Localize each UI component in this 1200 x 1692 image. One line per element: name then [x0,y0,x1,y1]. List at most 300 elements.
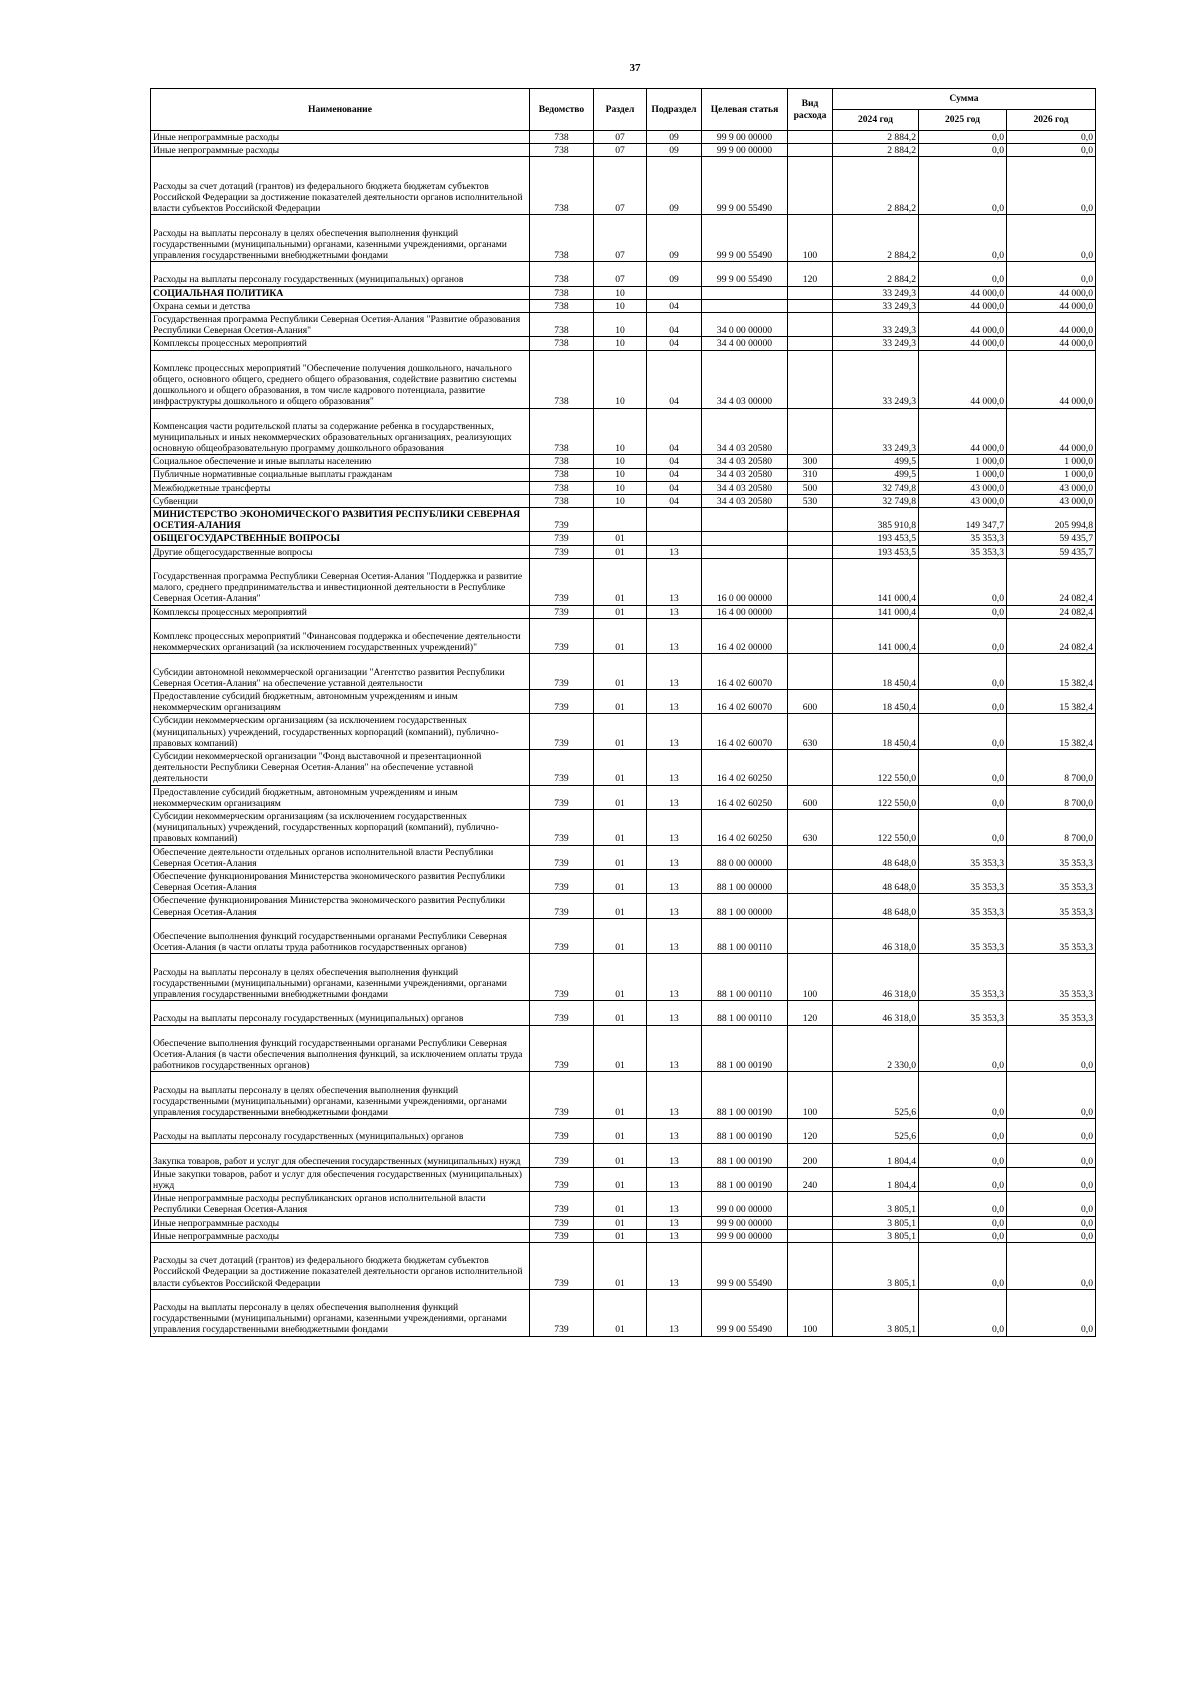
table-row [151,286,1096,299]
row-razdel: 01 [594,545,647,558]
row-vid [788,654,833,690]
row-sum-2025: 0,0 [919,714,1007,750]
row-razdel: 10 [594,481,647,494]
row-podrazdel: 04 [647,455,702,468]
table-row [151,1216,1096,1229]
table-row [151,494,1096,507]
row-sum-2025: 0,0 [919,809,1007,845]
row-sum-2024: 33 249,3 [833,299,919,312]
row-celevaya: 16 0 00 00000 [702,558,788,605]
row-celevaya: 99 9 00 55490 [702,157,788,215]
row-ved: 739 [530,954,594,1001]
table-row [151,809,1096,845]
row-vid [788,545,833,558]
row-sum-2024: 46 318,0 [833,918,919,954]
row-podrazdel: 04 [647,494,702,507]
row-name: Межбюджетные трансферты [151,481,530,494]
table-row [151,869,1096,893]
row-sum-2026: 0,0 [1007,1025,1096,1072]
row-celevaya [702,532,788,545]
row-vid [788,408,833,455]
row-sum-2025: 0,0 [919,654,1007,690]
row-name: Закупка товаров, работ и услуг для обеспечения государственных (муниципальных) нужд [151,1143,530,1167]
row-razdel: 01 [594,1289,647,1336]
row-ved: 738 [530,455,594,468]
row-razdel: 10 [594,286,647,299]
row-razdel: 01 [594,714,647,750]
row-sum-2026: 0,0 [1007,1119,1096,1143]
row-razdel: 07 [594,144,647,157]
row-name: Обеспечение функционирования Министерства экономического развития Республики Северная Осетия-Алания [151,894,530,918]
row-sum-2024: 18 450,4 [833,714,919,750]
row-sum-2026: 43 000,0 [1007,494,1096,507]
row-name: Государственная программа Республики Северная Осетия-Алания "Развитие образования Республики Северная Осетия-Алания" [151,312,530,336]
row-podrazdel: 04 [647,468,702,481]
row-celevaya: 16 4 02 60250 [702,749,788,785]
row-celevaya: 16 4 02 60250 [702,785,788,809]
row-sum-2024: 48 648,0 [833,869,919,893]
row-celevaya: 99 9 00 55490 [702,215,788,262]
row-sum-2026: 35 353,3 [1007,1001,1096,1025]
row-sum-2024: 18 450,4 [833,690,919,714]
row-sum-2026: 8 700,0 [1007,809,1096,845]
row-vid: 100 [788,954,833,1001]
row-sum-2025: 0,0 [919,1192,1007,1216]
row-vid [788,337,833,350]
row-razdel: 01 [594,1229,647,1242]
row-vid [788,918,833,954]
row-celevaya: 99 9 00 55490 [702,262,788,286]
row-name: Иные закупки товаров, работ и услуг для обеспечения государственных (муниципальных) нужд [151,1167,530,1191]
row-razdel: 01 [594,809,647,845]
row-celevaya: 99 9 00 55490 [702,1243,788,1290]
row-sum-2024: 1 804,4 [833,1167,919,1191]
row-sum-2026: 24 082,4 [1007,605,1096,618]
table-row [151,605,1096,618]
row-ved: 738 [530,350,594,408]
table-row [151,1025,1096,1072]
row-podrazdel: 13 [647,1229,702,1242]
row-celevaya: 88 1 00 00190 [702,1072,788,1119]
row-celevaya: 34 4 03 20580 [702,494,788,507]
row-vid [788,350,833,408]
row-sum-2026: 1 000,0 [1007,455,1096,468]
row-vid: 120 [788,262,833,286]
row-name: Расходы на выплаты персоналу государственных (муниципальных) органов [151,262,530,286]
row-razdel: 01 [594,1167,647,1191]
row-name: Расходы на выплаты персоналу государственных (муниципальных) органов [151,1001,530,1025]
row-sum-2024: 32 749,8 [833,481,919,494]
row-sum-2026: 0,0 [1007,1289,1096,1336]
row-razdel: 01 [594,749,647,785]
row-ved: 739 [530,605,594,618]
row-sum-2025: 44 000,0 [919,286,1007,299]
row-vid: 630 [788,809,833,845]
row-sum-2026: 0,0 [1007,262,1096,286]
row-ved: 739 [530,785,594,809]
header-celevaya: Целевая статья [702,89,788,131]
row-ved: 739 [530,1243,594,1290]
row-name: Субсидии автономной некоммерческой организации "Агентство развития Республики Северная Осетия-Алания" на обеспечение уставной деятельности [151,654,530,690]
row-razdel: 10 [594,350,647,408]
row-vid [788,1025,833,1072]
table-row [151,262,1096,286]
row-razdel: 10 [594,468,647,481]
row-name: Обеспечение функционирования Министерства экономического развития Республики Северная Осетия-Алания [151,869,530,893]
row-name: Расходы на выплаты персоналу в целях обеспечения выполнения функций государственными (муниципальными) органами, казенными учреждениями, органами управления государственными внебюджетными фондами [151,1289,530,1336]
row-razdel: 10 [594,299,647,312]
row-celevaya [702,545,788,558]
row-vid: 100 [788,215,833,262]
row-sum-2024: 499,5 [833,455,919,468]
row-sum-2026: 0,0 [1007,131,1096,144]
header-2025: 2025 год [919,110,1007,131]
row-sum-2024: 3 805,1 [833,1229,919,1242]
row-name: Обеспечение выполнения функций государственными органами Республики Северная Осетия-Алания (в части обеспечения выполнения функций, за исключением оплаты труда работников государственных органов) [151,1025,530,1072]
row-celevaya [702,299,788,312]
row-sum-2026: 24 082,4 [1007,558,1096,605]
row-ved: 738 [530,144,594,157]
row-vid [788,605,833,618]
row-name: Другие общегосударственные вопросы [151,545,530,558]
table-row [151,1119,1096,1143]
row-sum-2026: 0,0 [1007,144,1096,157]
row-ved: 739 [530,654,594,690]
row-celevaya: 88 0 00 00000 [702,845,788,869]
table-row [151,894,1096,918]
table-row [151,337,1096,350]
table-row [151,749,1096,785]
row-sum-2026: 59 435,7 [1007,532,1096,545]
row-sum-2024: 33 249,3 [833,286,919,299]
row-sum-2025: 43 000,0 [919,494,1007,507]
row-podrazdel: 13 [647,869,702,893]
header-summa: Сумма [833,89,1096,110]
row-razdel: 01 [594,532,647,545]
row-sum-2025: 35 353,3 [919,894,1007,918]
row-sum-2025: 0,0 [919,215,1007,262]
row-name: Расходы на выплаты персоналу в целях обеспечения выполнения функций государственными (муниципальными) органами, казенными учреждениями, органами управления государственными внебюджетными фондами [151,954,530,1001]
row-podrazdel: 13 [647,954,702,1001]
row-vid [788,845,833,869]
table-row [151,1001,1096,1025]
row-ved: 739 [530,918,594,954]
table-row [151,1229,1096,1242]
row-celevaya: 99 9 00 00000 [702,131,788,144]
row-sum-2026: 44 000,0 [1007,350,1096,408]
row-vid: 240 [788,1167,833,1191]
row-sum-2026: 59 435,7 [1007,545,1096,558]
row-vid [788,144,833,157]
row-vid [788,749,833,785]
header-ved: Ведомство [530,89,594,131]
row-celevaya: 34 4 00 00000 [702,337,788,350]
row-name: Компенсация части родительской платы за содержание ребенка в государственных, муниципальных и иных некоммерческих образовательных организациях, реализующих основную общеобразовательную программу дошкольного образования [151,408,530,455]
row-sum-2026: 8 700,0 [1007,785,1096,809]
row-celevaya: 88 1 00 00190 [702,1025,788,1072]
row-sum-2024: 122 550,0 [833,749,919,785]
row-ved: 739 [530,869,594,893]
row-sum-2025: 0,0 [919,618,1007,654]
row-sum-2024: 2 884,2 [833,131,919,144]
row-podrazdel: 13 [647,1119,702,1143]
row-vid: 600 [788,690,833,714]
row-razdel: 01 [594,1025,647,1072]
row-sum-2025: 44 000,0 [919,299,1007,312]
row-sum-2025: 35 353,3 [919,954,1007,1001]
row-celevaya: 88 1 00 00000 [702,869,788,893]
row-sum-2025: 0,0 [919,558,1007,605]
row-razdel: 01 [594,918,647,954]
row-name: Расходы на выплаты персоналу в целях обеспечения выполнения функций государственными (муниципальными) органами, казенными учреждениями, органами управления государственными внебюджетными фондами [151,215,530,262]
row-sum-2025: 0,0 [919,131,1007,144]
table-row [151,215,1096,262]
row-sum-2026: 24 082,4 [1007,618,1096,654]
row-ved: 739 [530,558,594,605]
row-vid: 500 [788,481,833,494]
row-ved: 739 [530,1289,594,1336]
row-vid [788,286,833,299]
row-sum-2026: 0,0 [1007,1072,1096,1119]
row-sum-2026: 43 000,0 [1007,481,1096,494]
table-row [151,785,1096,809]
row-sum-2025: 0,0 [919,749,1007,785]
row-name: Иные непрограммные расходы [151,144,530,157]
row-sum-2025: 35 353,3 [919,1001,1007,1025]
row-sum-2026: 0,0 [1007,157,1096,215]
row-sum-2026: 35 353,3 [1007,918,1096,954]
row-podrazdel: 13 [647,845,702,869]
row-name: Публичные нормативные социальные выплаты гражданам [151,468,530,481]
row-ved: 739 [530,749,594,785]
row-sum-2024: 33 249,3 [833,408,919,455]
row-razdel [594,508,647,532]
row-sum-2026: 44 000,0 [1007,299,1096,312]
row-ved: 738 [530,337,594,350]
row-razdel: 10 [594,494,647,507]
row-celevaya: 34 0 00 00000 [702,312,788,336]
table-row [151,714,1096,750]
row-sum-2024: 525,6 [833,1119,919,1143]
row-celevaya: 88 1 00 00110 [702,954,788,1001]
row-celevaya: 16 4 02 60070 [702,654,788,690]
row-razdel: 01 [594,1001,647,1025]
row-sum-2024: 48 648,0 [833,894,919,918]
row-ved: 739 [530,545,594,558]
row-ved: 739 [530,1001,594,1025]
row-sum-2024: 2 330,0 [833,1025,919,1072]
table-row [151,468,1096,481]
row-vid [788,131,833,144]
row-podrazdel: 13 [647,1143,702,1167]
table-row [151,1243,1096,1290]
row-name: Иные непрограммные расходы [151,1229,530,1242]
row-celevaya: 34 4 03 20580 [702,468,788,481]
row-ved: 739 [530,1229,594,1242]
table-row [151,1289,1096,1336]
row-podrazdel: 13 [647,809,702,845]
row-ved: 739 [530,1167,594,1191]
row-vid [788,299,833,312]
row-sum-2025: 0,0 [919,144,1007,157]
row-sum-2025: 0,0 [919,1025,1007,1072]
row-ved: 738 [530,131,594,144]
row-celevaya: 34 4 03 00000 [702,350,788,408]
row-podrazdel: 04 [647,408,702,455]
header-podrazdel: Подраздел [647,89,702,131]
row-vid [788,1243,833,1290]
table-row [151,545,1096,558]
row-sum-2024: 3 805,1 [833,1289,919,1336]
row-podrazdel: 13 [647,1001,702,1025]
table-row [151,532,1096,545]
row-sum-2024: 141 000,4 [833,618,919,654]
row-razdel: 01 [594,894,647,918]
row-podrazdel: 13 [647,749,702,785]
row-name: Государственная программа Республики Северная Осетия-Алания "Поддержка и развитие малого, среднего предпринимательства и инвестиционной деятельности в Республике Северная Осетия-Алания" [151,558,530,605]
row-name: Комплексы процессных мероприятий [151,337,530,350]
row-vid [788,312,833,336]
row-sum-2026: 15 382,4 [1007,654,1096,690]
row-podrazdel: 13 [647,545,702,558]
table-row [151,1167,1096,1191]
row-sum-2025: 0,0 [919,605,1007,618]
table-row [151,312,1096,336]
row-ved: 738 [530,481,594,494]
row-vid [788,1216,833,1229]
table-row [151,618,1096,654]
row-razdel: 07 [594,262,647,286]
row-razdel: 10 [594,312,647,336]
row-celevaya: 99 0 00 00000 [702,1192,788,1216]
table-row [151,131,1096,144]
row-sum-2024: 3 805,1 [833,1243,919,1290]
row-razdel: 10 [594,455,647,468]
row-ved: 738 [530,312,594,336]
row-sum-2024: 2 884,2 [833,157,919,215]
row-podrazdel: 09 [647,131,702,144]
row-sum-2025: 0,0 [919,1072,1007,1119]
row-razdel: 01 [594,1119,647,1143]
row-sum-2026: 0,0 [1007,215,1096,262]
row-vid: 530 [788,494,833,507]
row-name: Комплекс процессных мероприятий "Обеспечение получения дошкольного, начального общего, основного общего, среднего общего образования, содействие развитию системы дошкольного и общего образования, в том числе кадрового потенциала, развитие инфраструктуры дошкольного и общего образования" [151,350,530,408]
row-sum-2024: 33 249,3 [833,350,919,408]
row-vid [788,508,833,532]
row-sum-2024: 46 318,0 [833,1001,919,1025]
row-ved: 739 [530,1192,594,1216]
row-razdel: 01 [594,1216,647,1229]
row-sum-2025: 35 353,3 [919,532,1007,545]
table-row [151,1143,1096,1167]
table-row [151,157,1096,215]
row-sum-2024: 33 249,3 [833,337,919,350]
row-name: Субсидии некоммерческим организациям (за исключением государственных (муниципальных) учреждений, государственных корпораций (компаний), публично-правовых компаний) [151,809,530,845]
row-name: Расходы за счет дотаций (грантов) из федерального бюджета бюджетам субъектов Российской Федерации за достижение показателей деятельности органов исполнительной власти субъектов Российской Федерации [151,1243,530,1290]
row-podrazdel [647,508,702,532]
row-razdel: 01 [594,1243,647,1290]
row-podrazdel: 04 [647,312,702,336]
row-razdel: 01 [594,690,647,714]
row-razdel: 01 [594,845,647,869]
row-podrazdel: 13 [647,1216,702,1229]
row-razdel: 01 [594,618,647,654]
row-vid [788,157,833,215]
row-sum-2024: 385 910,8 [833,508,919,532]
table-row [151,918,1096,954]
header-2026: 2026 год [1007,110,1096,131]
table-row [151,481,1096,494]
row-ved: 739 [530,508,594,532]
row-celevaya: 99 9 00 00000 [702,144,788,157]
row-razdel: 01 [594,785,647,809]
row-sum-2025: 35 353,3 [919,918,1007,954]
row-sum-2026: 1 000,0 [1007,468,1096,481]
row-name: ОБЩЕГОСУДАРСТВЕННЫЕ ВОПРОСЫ [151,532,530,545]
row-name: Расходы на выплаты персоналу государственных (муниципальных) органов [151,1119,530,1143]
row-name: МИНИСТЕРСТВО ЭКОНОМИЧЕСКОГО РАЗВИТИЯ РЕСПУБЛИКИ СЕВЕРНАЯ ОСЕТИЯ-АЛАНИЯ [151,508,530,532]
row-ved: 739 [530,1025,594,1072]
row-celevaya: 16 4 02 60070 [702,714,788,750]
row-sum-2025: 0,0 [919,262,1007,286]
row-sum-2026: 35 353,3 [1007,954,1096,1001]
row-sum-2026: 0,0 [1007,1167,1096,1191]
row-sum-2026: 0,0 [1007,1229,1096,1242]
row-podrazdel: 13 [647,690,702,714]
row-razdel: 07 [594,157,647,215]
row-sum-2026: 15 382,4 [1007,690,1096,714]
row-podrazdel: 13 [647,1243,702,1290]
row-podrazdel: 04 [647,350,702,408]
row-ved: 739 [530,714,594,750]
row-podrazdel: 13 [647,1192,702,1216]
row-vid [788,558,833,605]
row-sum-2024: 2 884,2 [833,215,919,262]
row-podrazdel: 04 [647,481,702,494]
table-row [151,690,1096,714]
row-ved: 738 [530,408,594,455]
row-sum-2025: 0,0 [919,690,1007,714]
row-podrazdel: 04 [647,299,702,312]
row-celevaya: 16 4 02 00000 [702,618,788,654]
row-sum-2025: 44 000,0 [919,350,1007,408]
row-ved: 739 [530,532,594,545]
row-sum-2025: 1 000,0 [919,468,1007,481]
row-celevaya: 16 4 02 60070 [702,690,788,714]
table-row [151,508,1096,532]
row-celevaya: 16 4 00 00000 [702,605,788,618]
table-row [151,299,1096,312]
row-ved: 739 [530,1143,594,1167]
row-sum-2024: 3 805,1 [833,1216,919,1229]
row-name: Субсидии некоммерческим организациям (за исключением государственных (муниципальных) учреждений, государственных корпораций (компаний), публично-правовых компаний) [151,714,530,750]
row-sum-2026: 0,0 [1007,1243,1096,1290]
row-sum-2025: 0,0 [919,1289,1007,1336]
row-razdel: 10 [594,408,647,455]
row-sum-2024: 33 249,3 [833,312,919,336]
row-podrazdel: 13 [647,618,702,654]
row-sum-2024: 141 000,4 [833,558,919,605]
table-row [151,1192,1096,1216]
row-name: Субвенции [151,494,530,507]
row-razdel: 01 [594,605,647,618]
row-name: Охрана семьи и детства [151,299,530,312]
row-name: Субсидии некоммерческой организации "Фонд выставочной и презентационной деятельности Республики Северная Осетия-Алания" на обеспечение уставной деятельности [151,749,530,785]
row-sum-2025: 44 000,0 [919,312,1007,336]
row-vid [788,532,833,545]
row-name: Обеспечение деятельности отдельных органов исполнительной власти Республики Северная Осетия-Алания [151,845,530,869]
row-celevaya: 99 9 00 00000 [702,1229,788,1242]
